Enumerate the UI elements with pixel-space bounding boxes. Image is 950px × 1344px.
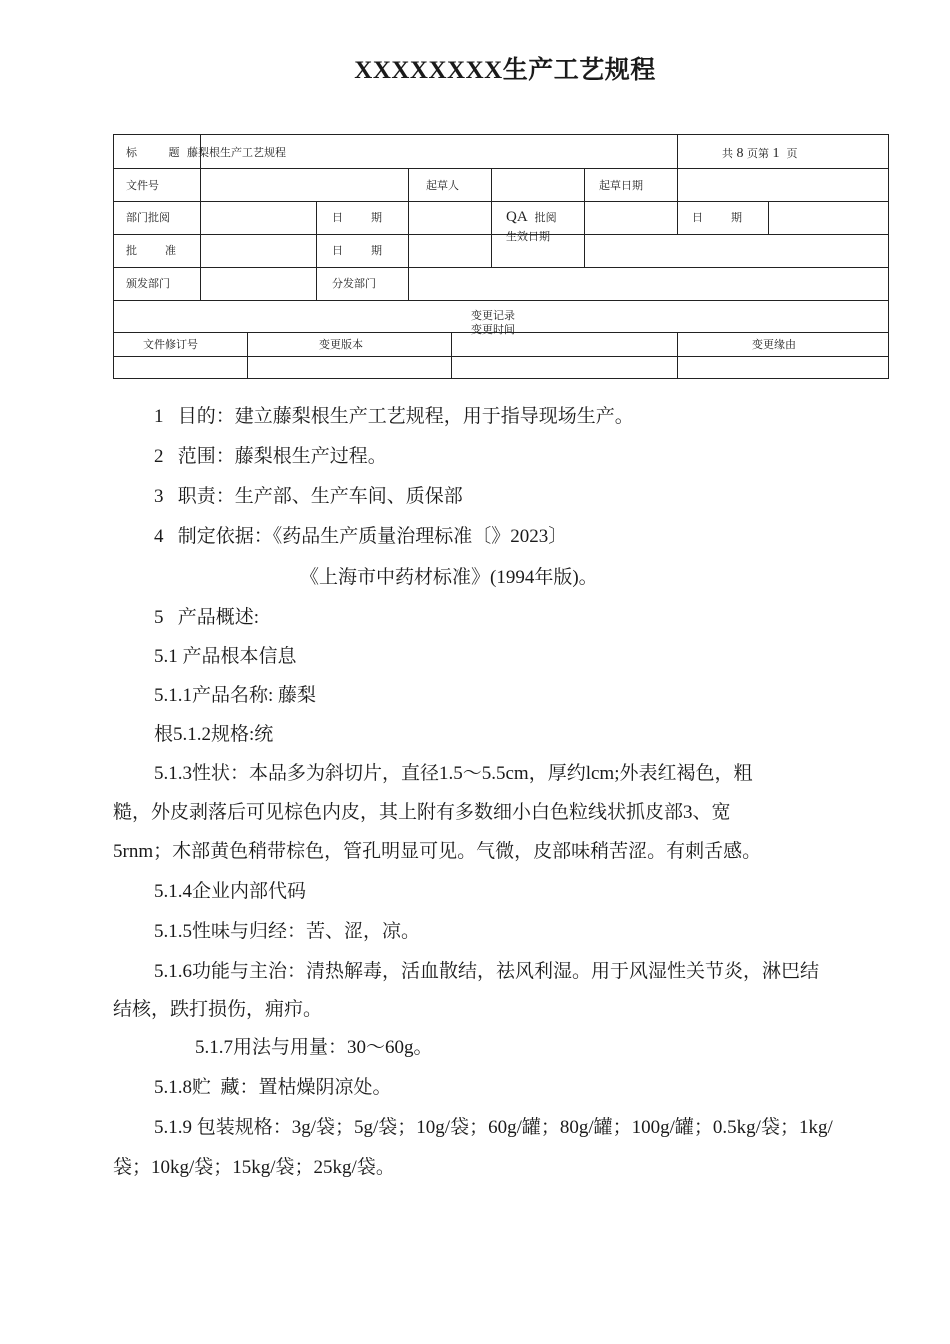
- title-latin: XXXXXXXX: [354, 57, 503, 84]
- item-function: 5.1.6功能与主治：清热解毒，活血散结，祛风利湿。用于风湿性关节炎，淋巴结: [154, 961, 820, 982]
- document-title: [0, 50, 950, 86]
- pages-total: 8: [736, 146, 744, 161]
- section-purpose: 1 目的：建立藤梨根生产工艺规程，用于指导现场生产。: [154, 406, 634, 427]
- change-record-label: 变更记录: [471, 309, 515, 322]
- title-value: 藤梨根生产工艺规程: [187, 146, 286, 159]
- title-label: 标 题: [126, 146, 180, 159]
- item-product-name: 5.1.1产品名称: 藤梨: [154, 685, 317, 706]
- section-overview: 5 产品概述:: [154, 607, 260, 628]
- qa-latin: QA: [506, 209, 528, 225]
- item-packaging-cont: 袋；10kg/袋；15kg/袋；25kg/袋。: [113, 1157, 395, 1178]
- item-spec: 根5.1.2规格:统: [154, 724, 274, 745]
- item-nature: 5.1.5性味与归经：苦、涩，凉。: [154, 921, 421, 942]
- section-duty: 3 职责：生产部、生产车间、质保部: [154, 486, 463, 507]
- issue-dept-label: 颁发部门: [126, 277, 170, 290]
- section-basis: 4 制定依据：《药品生产质量治理标准〔》2023〕: [154, 526, 568, 547]
- section-basis-cont: 《上海市中药材标准》(1994年版)。: [300, 567, 598, 588]
- change-time-label: 变更时间: [471, 323, 515, 336]
- col-change-reason: 变更缘由: [752, 338, 796, 351]
- section-basic-info: 5.1 产品根本信息: [154, 646, 297, 667]
- draft-date-label: 起草日期: [599, 179, 643, 192]
- dept-review-label: 部门批阅: [126, 211, 170, 224]
- pages-current: 1: [772, 146, 780, 161]
- date-label-2: 日 期: [692, 211, 742, 224]
- col-revision-no: 文件修订号: [143, 338, 198, 351]
- title-chinese: 生产工艺规程: [502, 55, 656, 84]
- item-properties: 5.1.3性状：本品多为斜切片，直径1.5～5.5cm，厚约lcm;外表红褐色，粗: [154, 763, 753, 784]
- pages-suffix: 页: [786, 147, 798, 160]
- item-function-cont: 结核，跌打损伤，痈疖。: [113, 999, 323, 1020]
- qa-review-label: [506, 211, 557, 224]
- drafter-label: 起草人: [426, 179, 459, 192]
- distribute-dept-label: 分发部门: [332, 277, 376, 290]
- qa-review-text: 批阅: [534, 211, 557, 224]
- item-properties-cont-1: 糙，外皮剥落后可见棕色内皮，其上附有多数细小白色粒线状抓皮部3、宽: [113, 802, 731, 823]
- date-label-1: 日 期: [332, 211, 382, 224]
- item-properties-cont-2: 5rnm；木部黄色稍带棕色，管孔明显可见。气微，皮部味稍苦涩。有刺舌感。: [113, 841, 762, 862]
- item-packaging: 5.1.9 包装规格：3g/袋；5g/袋；10g/袋；60g/罐；80g/罐；100g/罐；0.5kg/袋；1kg/: [154, 1117, 833, 1138]
- document-control-table: [113, 134, 889, 379]
- col-change-version: 变更版本: [319, 338, 363, 351]
- date-label-3: 日 期: [332, 244, 382, 257]
- pages-prefix: 共: [722, 147, 733, 160]
- item-internal-code: 5.1.4企业内部代码: [154, 881, 307, 902]
- page-counter: [722, 147, 798, 160]
- item-storage: 5.1.8贮 藏：置枯燥阴凉处。: [154, 1077, 392, 1098]
- item-dosage: 5.1.7用法与用量：30～60g。: [195, 1037, 433, 1058]
- approve-label: 批 准: [126, 244, 176, 257]
- doc-no-label: 文件号: [126, 179, 159, 192]
- section-scope: 2 范围：藤梨根生产过程。: [154, 446, 387, 467]
- effective-date-label: 生效日期: [506, 230, 550, 243]
- pages-mid: 页第: [747, 147, 769, 160]
